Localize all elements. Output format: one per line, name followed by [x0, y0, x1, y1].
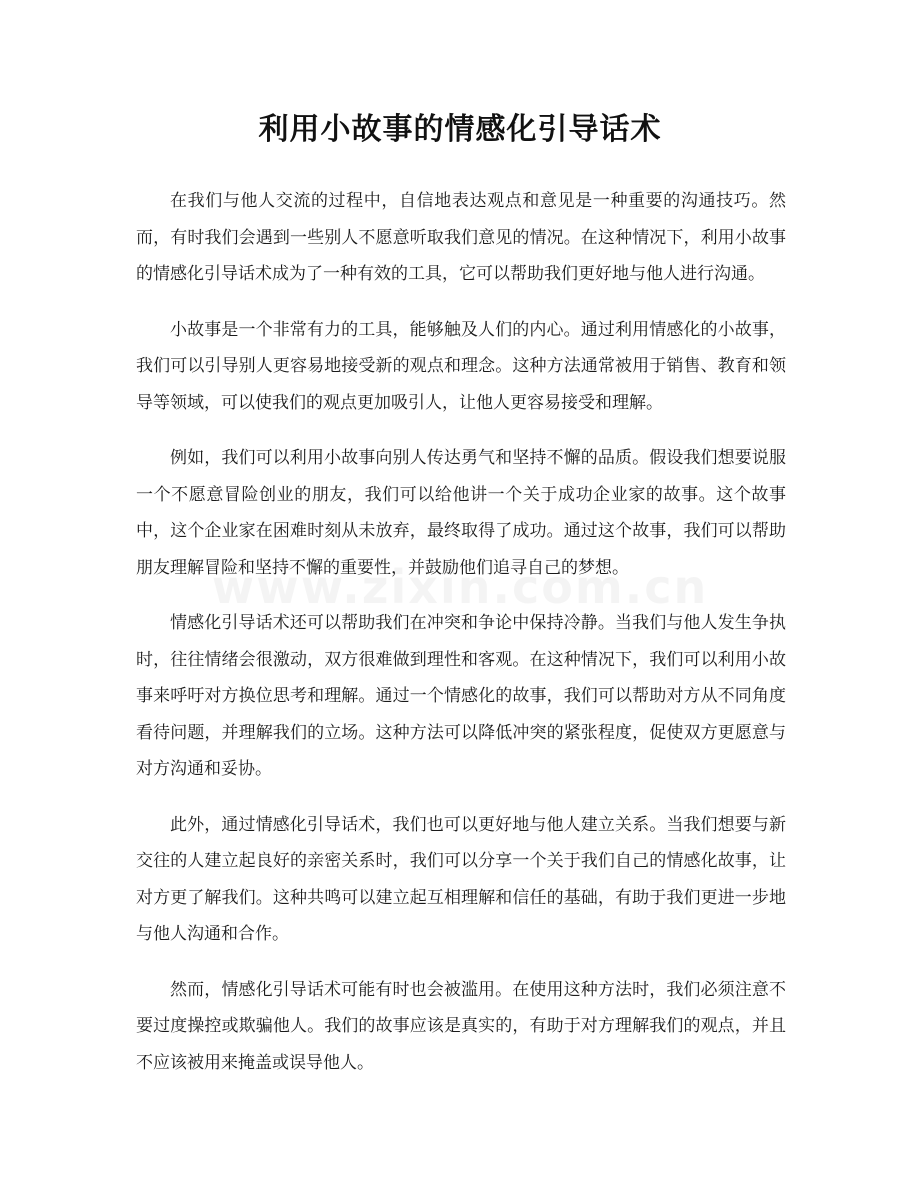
- document-body: [136, 183, 786, 1100]
- paragraph-6: 然而，情感化引导话术可能有时也会被滥用。在使用这种方法时，我们必须注意不要过度操控或欺骗他人。我们的故事应该是真实的，有助于对方理解我们的观点，并且不应该被用来掩盖或误导他人。: [136, 979, 786, 1073]
- paragraph-5: 此外，通过情感化引导话术，我们也可以更好地与他人建立关系。当我们想要与新交往的人建立起良好的亲密关系时，我们可以分享一个关于我们自己的情感化故事，让对方更了解我们。这种共鸣可以建立起互相理解和信任的基础，有助于我们更进一步地与他人沟通和合作。: [136, 814, 786, 944]
- paragraph-4: 情感化引导话术还可以帮助我们在冲突和争论中保持冷静。当我们与他人发生争执时，往往情绪会很激动，双方很难做到理性和客观。在这种情况下，我们可以利用小故事来呼吁对方换位思考和理解。通过一个情感化的故事，我们可以帮助对方从不同角度看待问题，并理解我们的立场。这种方法可以降低冲突的紧张程度，促使双方更愿意与对方沟通和妥协。: [136, 613, 786, 779]
- paragraph-1: 在我们与他人交流的过程中，自信地表达观点和意见是一种重要的沟通技巧。然而，有时我们会遇到一些别人不愿意听取我们意见的情况。在这种情况下，利用小故事的情感化引导话术成为了一种有效的工具，它可以帮助我们更好地与他人进行沟通。: [136, 191, 786, 284]
- paragraph-2: 小故事是一个非常有力的工具，能够触及人们的内心。通过利用情感化的小故事，我们可以引导别人更容易地接受新的观点和理念。这种方法通常被用于销售、教育和领导等领域，可以使我们的观点更加吸引人，让他人更容易接受和理解。: [136, 319, 786, 413]
- document-title: 利用小故事的情感化引导话术: [258, 112, 662, 147]
- paragraph-3: 例如，我们可以利用小故事向别人传达勇气和坚持不懈的品质。假设我们想要说服一个不愿意冒险创业的朋友，我们可以给他讲一个关于成功企业家的故事。这个故事中，这个企业家在困难时刻从未放弃，最终取得了成功。通过这个故事，我们可以帮助朋友理解冒险和坚持不懈的重要性，并鼓励他们追寻自己的梦想。: [136, 448, 786, 578]
